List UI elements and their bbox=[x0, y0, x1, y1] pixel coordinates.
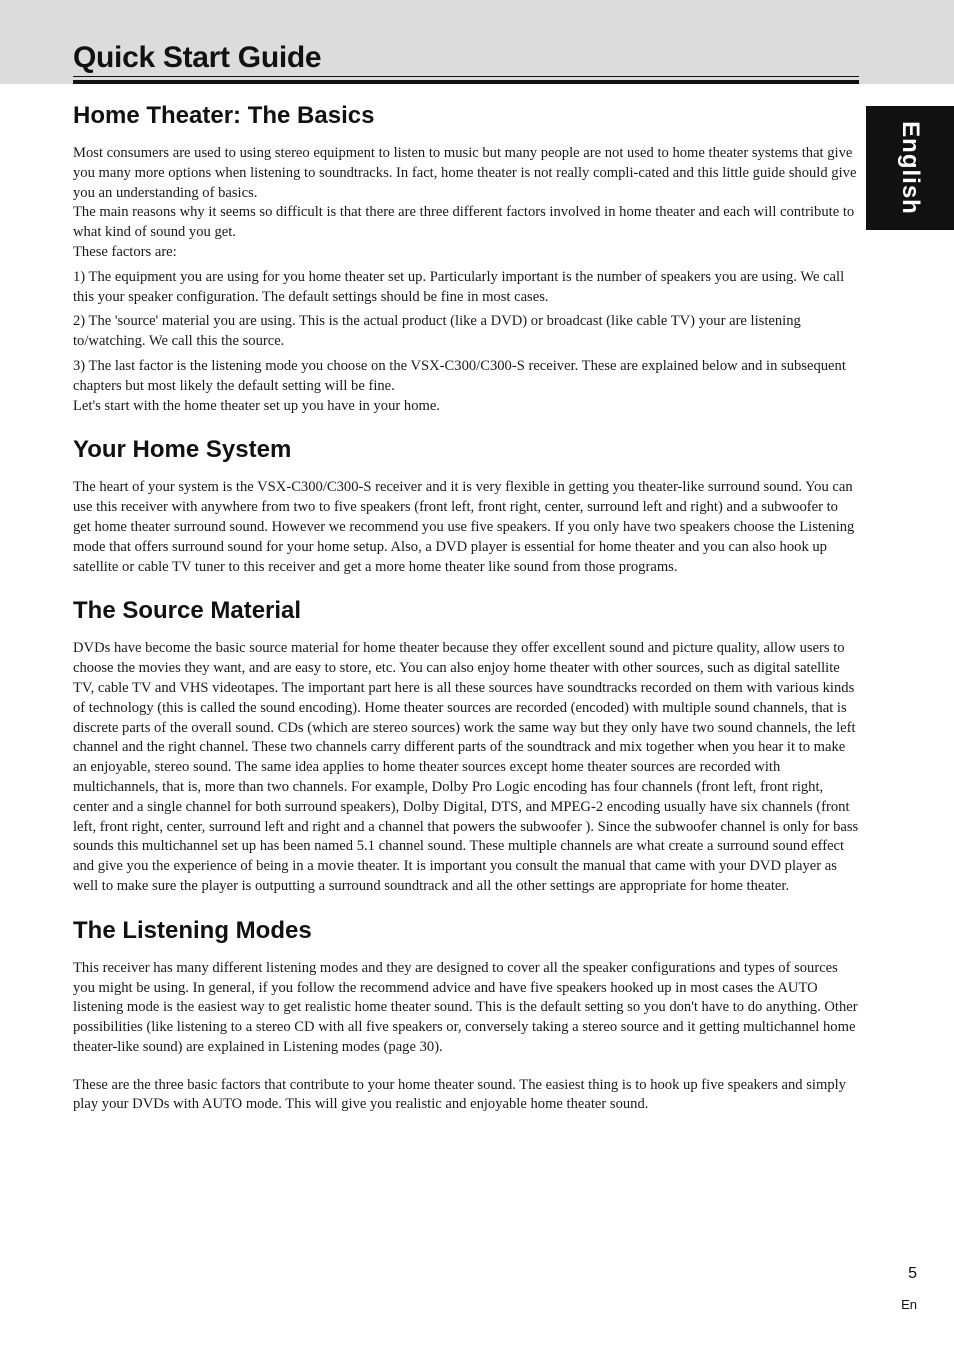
section-basics bbox=[73, 98, 859, 416]
page-number: 5 bbox=[908, 1265, 917, 1282]
section-body bbox=[73, 478, 859, 577]
section-source-material bbox=[73, 593, 859, 896]
section-body bbox=[73, 639, 859, 896]
language-tab bbox=[866, 106, 954, 230]
section-heading: Your Home System bbox=[73, 436, 292, 464]
paragraph: The main reasons why it seems so difficult is that there are three different factors involved in home theater and each will contribute to what kind of sound you get. bbox=[73, 204, 855, 241]
section-home-system bbox=[73, 432, 859, 577]
paragraph: This receiver has many different listening modes and they are designed to cover all the speaker configurations and types of sources you might be using. In general, if you follow the recommend advice and have five speakers hooked up in most cases the AUTO listening mode is the easiest way to get realistic home theater sound. This is the default setting so you don't have to do anything. Other possibilities (like listening to a stereo CD with all five speakers or, conversely taking a stereo source and it getting multichannel home theater-like sound) are explained in Listening modes (page 30). bbox=[73, 959, 858, 1055]
list-item: 3) The last factor is the listening mode you choose on the VSX-C300/C300-S receiver. These are explained below and in subsequent chapters but most likely the default setting will be fine. bbox=[73, 357, 846, 394]
list-item: 1) The equipment you are using for you home theater set up. Particularly important is the number of speakers you are using. We call this your speaker configuration. The default settings should be fine in most cases. bbox=[73, 268, 845, 305]
paragraph: Most consumers are used to using stereo equipment to listen to music but many people are not used to home theater systems that give you many more options when listening to soundtracks. In fact, home theater is not really compli-cated and this little guide should give you an understanding of basics. bbox=[73, 145, 857, 201]
page-language-code: En bbox=[901, 1297, 917, 1312]
title-rule-thin bbox=[73, 76, 859, 77]
section-heading: The Listening Modes bbox=[73, 916, 312, 944]
page-title: Quick Start Guide bbox=[73, 41, 322, 74]
list-item: 2) The 'source' material you are using. This is the actual product (like a DVD) or broadcast (like cable TV) your are listening to/watching. We call this the source. bbox=[73, 313, 801, 350]
paragraph: The heart of your system is the VSX-C300/C300-S receiver and it is very flexible in getting you theater-like surround sound. You can use this receiver with anywhere from two to five speakers (front left, front right, center, surround left and right) and a subwoofer to get home theater surround sound. However we recommend you use five speakers. If you only have two speakers choose the Listening mode that offers surround sound for your home setup. Also, a DVD player is essential for home theater and you can also hook up satellite or cable TV tuner to this receiver and get a more home theater like sound from those programs. bbox=[73, 479, 855, 575]
title-rule-thick bbox=[73, 80, 859, 84]
section-body bbox=[73, 959, 859, 1116]
language-tab-label: English bbox=[897, 121, 924, 215]
main-content bbox=[73, 98, 859, 1131]
paragraph: Let's start with the home theater set up you have in your home. bbox=[73, 397, 440, 414]
paragraph: These are the three basic factors that contribute to your home theater sound. The easiest thing is to hook up five speakers and simply play your DVDs with AUTO mode. This will give you realistic and enjoyable home theater sound. bbox=[73, 1076, 846, 1113]
section-heading: The Source Material bbox=[73, 597, 302, 625]
section-heading: Home Theater: The Basics bbox=[73, 102, 375, 129]
section-listening-modes bbox=[73, 913, 859, 1116]
paragraph: DVDs have become the basic source material for home theater because they offer excellent sound and picture quality, allow users to choose the movies they want, and are easy to store, etc. You can also enjoy home theater with other sources, such as digital satellite TV, cable TV and VHS videotapes. The important part here is all these sources have soundtracks recorded on them with various kinds of technology (this is called the sound encoding). Home theater sources are recorded (encoded) with multiple sound channels, that is discrete parts of the overall sound. CDs (which are stereo sources) work the same way but they only have two sound channels, the left channel and the right channel. These two channels carry different parts of the soundtrack and mix together when you hear it to make an enjoyable, stereo sound. The same idea applies to home theater sources except home theater sources are recorded with multichannels, that is, more than two channels. For example, Dolby Pro Logic encoding has four channels (front left, front right, center and a single channel for both surround speakers), Dolby Digital, DTS, and MPEG-2 encoding usually have six channels (front left, front right, center, surround left and right and a channel that powers the subwoofer ). Since the subwoofer channel is only for bass sounds this multichannel set up has been named 5.1 channel sound. These multiple channels are what create a surround sound effect and give you the experience of being in a movie theater. It is important you consult the manual that came with your DVD player as well to make sure the player is outputting a surround soundtrack and all the other settings are appropriate for home theater. bbox=[73, 640, 859, 894]
paragraph: These factors are: bbox=[73, 243, 177, 260]
section-body bbox=[73, 144, 859, 416]
